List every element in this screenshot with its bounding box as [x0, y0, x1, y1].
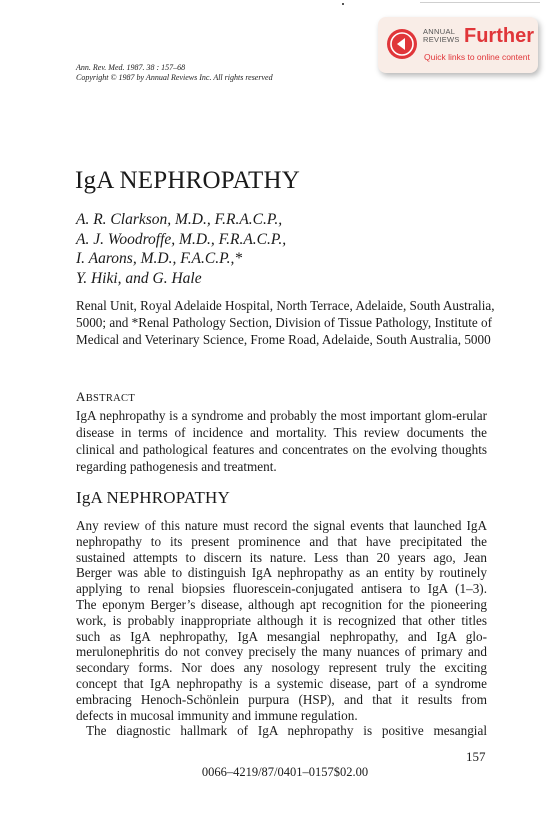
- banner-annual-label: ANNUAL: [423, 27, 456, 36]
- author-list: [76, 210, 286, 288]
- body-line: nephropathy to its present prominence and that have precipitated the: [76, 533, 487, 549]
- author-line: Y. Hiki, and G. Hale: [76, 269, 202, 287]
- further-banner[interactable]: [378, 17, 538, 73]
- body-line: Berger was able to distinguish IgA nephropathy as an entity by routinely: [76, 565, 487, 581]
- section-heading: IgA NEPHROPATHY: [76, 488, 230, 507]
- body-line: merulonephritis do not convey precisely the many nuances of primary and: [76, 644, 487, 660]
- top-rule: [420, 2, 540, 3]
- author-line: I. Aarons, M.D., F.A.C.P.,*: [76, 250, 243, 267]
- body-line: sustained attempts to discern its nature. Less than 20 years ago, Jean: [76, 549, 487, 565]
- body-line: secondary forms. Nor does any nosology represent truly the exciting: [76, 660, 487, 676]
- affiliation: Renal Unit, Royal Adelaide Hospital, North Terrace, Adelaide, South Australia, 5000; and *Renal Pathology Section, Division of Tissue Pathology, Institute of Medical and Veterinary Science, Frome Road, Adelaide, South Australia, 5000: [76, 298, 495, 347]
- body-line: Any review of this nature must record the signal events that launched IgA: [76, 518, 487, 533]
- body-line: The eponym Berger’s disease, although apt recognition for the pioneering: [76, 596, 487, 612]
- body-line: work, is probably inappropriate although it is recognized that other titles: [76, 612, 487, 628]
- body-line: The diagnostic hallmark of IgA nephropathy is positive mesangial: [86, 723, 487, 739]
- abstract-heading-initial: A: [76, 389, 86, 404]
- page-number: 157: [466, 749, 486, 764]
- author-line: A. J. Woodroffe, M.D., F.R.A.C.P.,: [76, 230, 287, 248]
- copyright-line: Copyright © 1987 by Annual Reviews Inc. All rights reserved: [76, 73, 273, 82]
- abstract-heading-rest: BSTRACT: [85, 393, 136, 404]
- body-line: embracing Henoch-Schönlein purpura (HSP), and that it results from: [76, 691, 487, 707]
- journal-citation: Ann. Rev. Med. 1987. 38 : 157–68: [76, 63, 186, 72]
- footer-code: 0066–4219/87/0401–0157$02.00: [201, 765, 369, 779]
- banner-reviews-label: REVIEWS: [423, 35, 460, 44]
- play-triangle-icon: [387, 29, 417, 59]
- running-head: [76, 63, 273, 83]
- banner-subtitle: Quick links to online content: [424, 52, 530, 62]
- abstract-text: IgA nephropathy is a syndrome and probably the most important glom-erular disease in terms of incidence and mortality. This review documents the clinical and pathological features and concentrates on the evolving thoughts regarding pathogenesis and treatment.: [76, 408, 487, 474]
- author-line: A. R. Clarkson, M.D., F.R.A.C.P.,: [76, 211, 283, 228]
- body-line: concept that IgA nephropathy is a systemic disease, part of a syndrome: [76, 675, 487, 691]
- abstract-heading: [76, 389, 135, 405]
- body-line: such as IgA nephropathy, IgA mesangial nephropathy, and IgA glo-: [76, 628, 487, 644]
- banner-further-label: Further: [464, 25, 534, 47]
- body-text: [76, 518, 487, 739]
- article-title: IgA NEPHROPATHY: [75, 167, 301, 194]
- body-line: applying to renal biopsies fluorescein-conjugated antisera to IgA (1–3).: [76, 581, 487, 597]
- scan-mark: [342, 3, 344, 5]
- body-line: defects in mucosal immunity and immune regulation.: [76, 707, 358, 723]
